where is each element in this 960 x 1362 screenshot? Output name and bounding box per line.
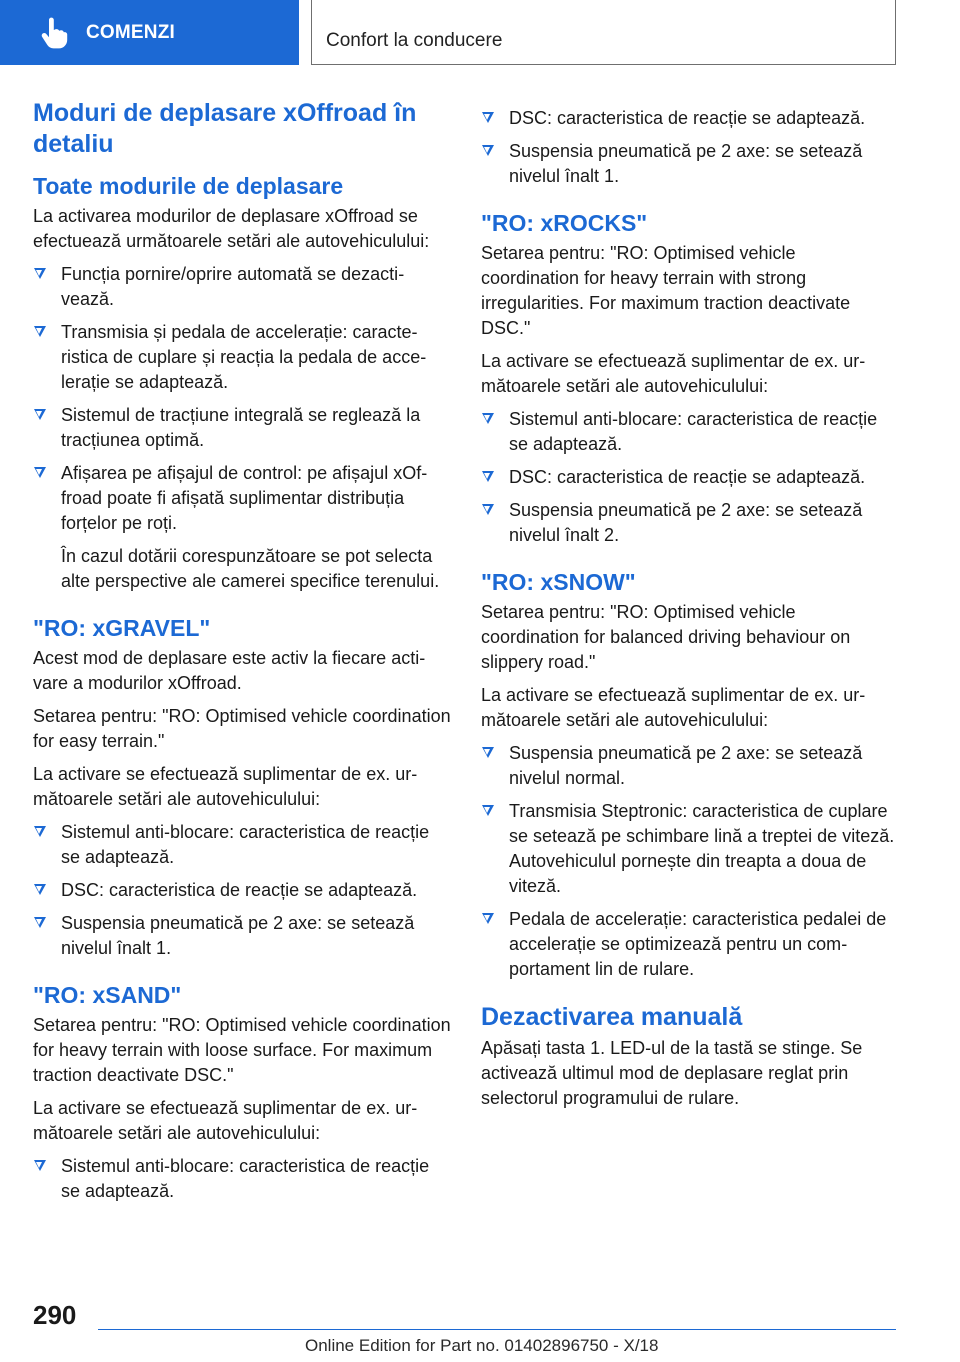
list-item: Sistemul anti-blocare: caracteristica de reacție se adaptează. [33,1154,451,1204]
triangle-bullet-icon [482,504,494,515]
chapter-title: Confort la conducere [326,30,503,51]
snow-p1: Setarea pentru: "RO: Optimised vehicle coordination for balanced driving behaviour on slippery road." [481,602,851,672]
footer-divider [98,1329,896,1330]
sand-list-continued [481,106,896,189]
page-title: Moduri de deplasare xOffroad în detaliu [33,99,417,158]
list-item: Funcția pornire/oprire automată se dezactivează. [33,262,451,312]
triangle-bullet-icon [34,1160,46,1171]
triangle-bullet-icon [482,747,494,758]
list-item: Transmisia și pedala de accelerație: caracteristica de cuplare și reacția la pedala de accelerație se adaptează. [33,320,451,395]
left-column [33,98,451,1212]
triangle-bullet-icon [482,805,494,816]
pointing-hand-icon [36,16,70,50]
triangle-bullet-icon [34,826,46,837]
sand-p2: La activare se efectuează suplimentar de ex. următoarele setări ale autovehiculului: [33,1098,418,1143]
edition-text: Online Edition for Part no. 01402896750 - X/18 [305,1336,659,1355]
list-item: Sistemul anti-blocare: caracteristica de reacție se adaptează. [33,820,451,870]
section-label: COMENZI [86,21,176,43]
snow-list [481,741,896,982]
triangle-bullet-icon [34,917,46,928]
list-item: Suspensia pneumatică pe 2 axe: se setează nivelul normal. [481,741,896,791]
list-item: DSC: caracteristica de reacție se adaptează. [481,106,896,131]
list-item: Sistemul de tracțiune integrală se reglează la tracțiunea optimă. [33,403,451,453]
triangle-bullet-icon [482,913,494,924]
manual-heading: Dezactivarea manuală [481,1003,743,1031]
section-tab[interactable] [0,0,299,65]
list-item: DSC: caracteristica de reacție se adaptează. [33,878,451,903]
all-modes-heading: Toate modurile de deplasare [33,173,344,199]
list-item: Afișarea pe afișajul de control: pe afișajul xOffroad poate fi afișată suplimentar distribuția forțelor pe roți. În cazul dotării corespunzătoare se pot selecta alte perspective ale camerei specifice terenului. [33,461,451,594]
list-item: Pedala de accelerație: caracteristica pedalei de accelerație se optimizează pentru un comportament lin de rulare. [481,907,896,982]
manual-p1: Apăsați tasta 1. LED-ul de la tastă se stinge. Se activează ultimul mod de deplasare reglat prin selectorul programului de rulare. [481,1038,863,1108]
triangle-bullet-icon [482,413,494,424]
gravel-p1: Acest mod de deplasare este activ la fiecare activare a modurilor xOffroad. [33,648,426,693]
gravel-heading: "RO: xGRAVEL" [33,615,211,641]
rocks-heading: "RO: xROCKS" [481,210,648,236]
sand-p1: Setarea pentru: "RO: Optimised vehicle coordination for heavy terrain with loose surface. For maximum traction deactivate DSC." [33,1015,451,1085]
rocks-p1: Setarea pentru: "RO: Optimised vehicle coordination for heavy terrain with strong irregularities. For maximum traction deactivate DSC." [481,243,851,338]
list-item: Suspensia pneumatică pe 2 axe: se setează nivelul înalt 1. [33,911,451,961]
all-modes-intro: La activarea modurilor de deplasare xOffroad se efectuează următoarele setări ale autovehiculului: [33,206,430,251]
gravel-p3: La activare se efectuează suplimentar de ex. următoarele setări ale autovehiculului: [33,764,418,809]
triangle-bullet-icon [34,467,46,478]
triangle-bullet-icon [482,112,494,123]
all-modes-list [33,262,451,594]
gravel-list [33,820,451,961]
triangle-bullet-icon [34,884,46,895]
triangle-bullet-icon [34,268,46,279]
list-item: Suspensia pneumatică pe 2 axe: se setează nivelul înalt 1. [481,139,896,189]
sand-list [33,1154,451,1204]
list-item: DSC: caracteristica de reacție se adaptează. [481,465,896,490]
gravel-p2: Setarea pentru: "RO: Optimised vehicle coordination for easy terrain." [33,706,451,751]
sand-heading: "RO: xSAND" [33,982,182,1008]
triangle-bullet-icon [482,471,494,482]
snow-heading: "RO: xSNOW" [481,569,636,595]
triangle-bullet-icon [34,326,46,337]
list-item: Sistemul anti-blocare: caracteristica de reacție se adaptează. [481,407,896,457]
triangle-bullet-icon [482,145,494,156]
chapter-header [311,0,896,65]
list-item: Transmisia Steptronic: caracteristica de cuplare se setează pe schimbare lină a treptei de viteză. Autovehiculul pornește din treapta a doua de viteză. [481,799,896,899]
snow-p2: La activare se efectuează suplimentar de ex. următoarele setări ale autovehiculului: [481,685,866,730]
rocks-p2: La activare se efectuează suplimentar de ex. următoarele setări ale autovehiculului: [481,351,866,396]
right-column [481,98,896,1119]
triangle-bullet-icon [34,409,46,420]
rocks-list [481,407,896,548]
list-item: Suspensia pneumatică pe 2 axe: se setează nivelul înalt 2. [481,498,896,548]
camera-note: În cazul dotării corespunzătoare se pot selecta alte perspective ale camerei specifice terenului. [61,546,440,591]
page-number: 290 [33,1300,77,1330]
